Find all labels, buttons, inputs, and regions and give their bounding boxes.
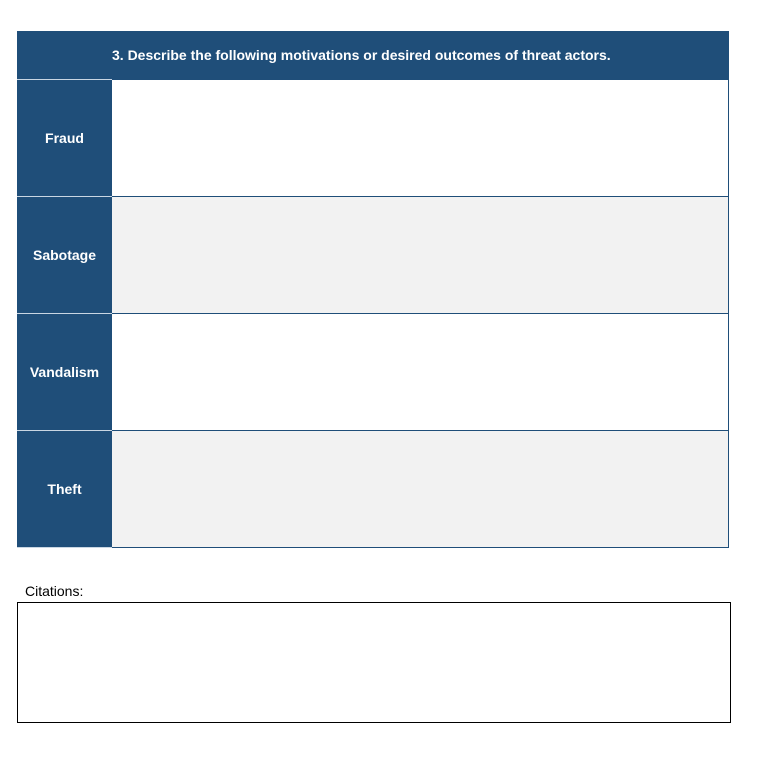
row-label-theft: Theft xyxy=(17,431,112,548)
citations-label: Citations: xyxy=(25,583,84,599)
question-title: 3. Describe the following motivations or desired outcomes of threat actors. xyxy=(112,31,729,80)
citations-field[interactable] xyxy=(17,602,731,723)
table-row xyxy=(17,314,729,431)
answer-cell-vandalism[interactable] xyxy=(112,314,729,431)
table-header-row xyxy=(17,31,729,80)
row-label-fraud: Fraud xyxy=(17,80,112,197)
table-row xyxy=(17,80,729,197)
row-label-vandalism: Vandalism xyxy=(17,314,112,431)
threat-motivations-table xyxy=(17,31,729,548)
answer-cell-sabotage[interactable] xyxy=(112,197,729,314)
header-corner-cell xyxy=(17,31,112,80)
row-label-sabotage: Sabotage xyxy=(17,197,112,314)
table-row xyxy=(17,197,729,314)
answer-cell-fraud[interactable] xyxy=(112,80,729,197)
answer-cell-theft[interactable] xyxy=(112,431,729,548)
table-row xyxy=(17,431,729,548)
